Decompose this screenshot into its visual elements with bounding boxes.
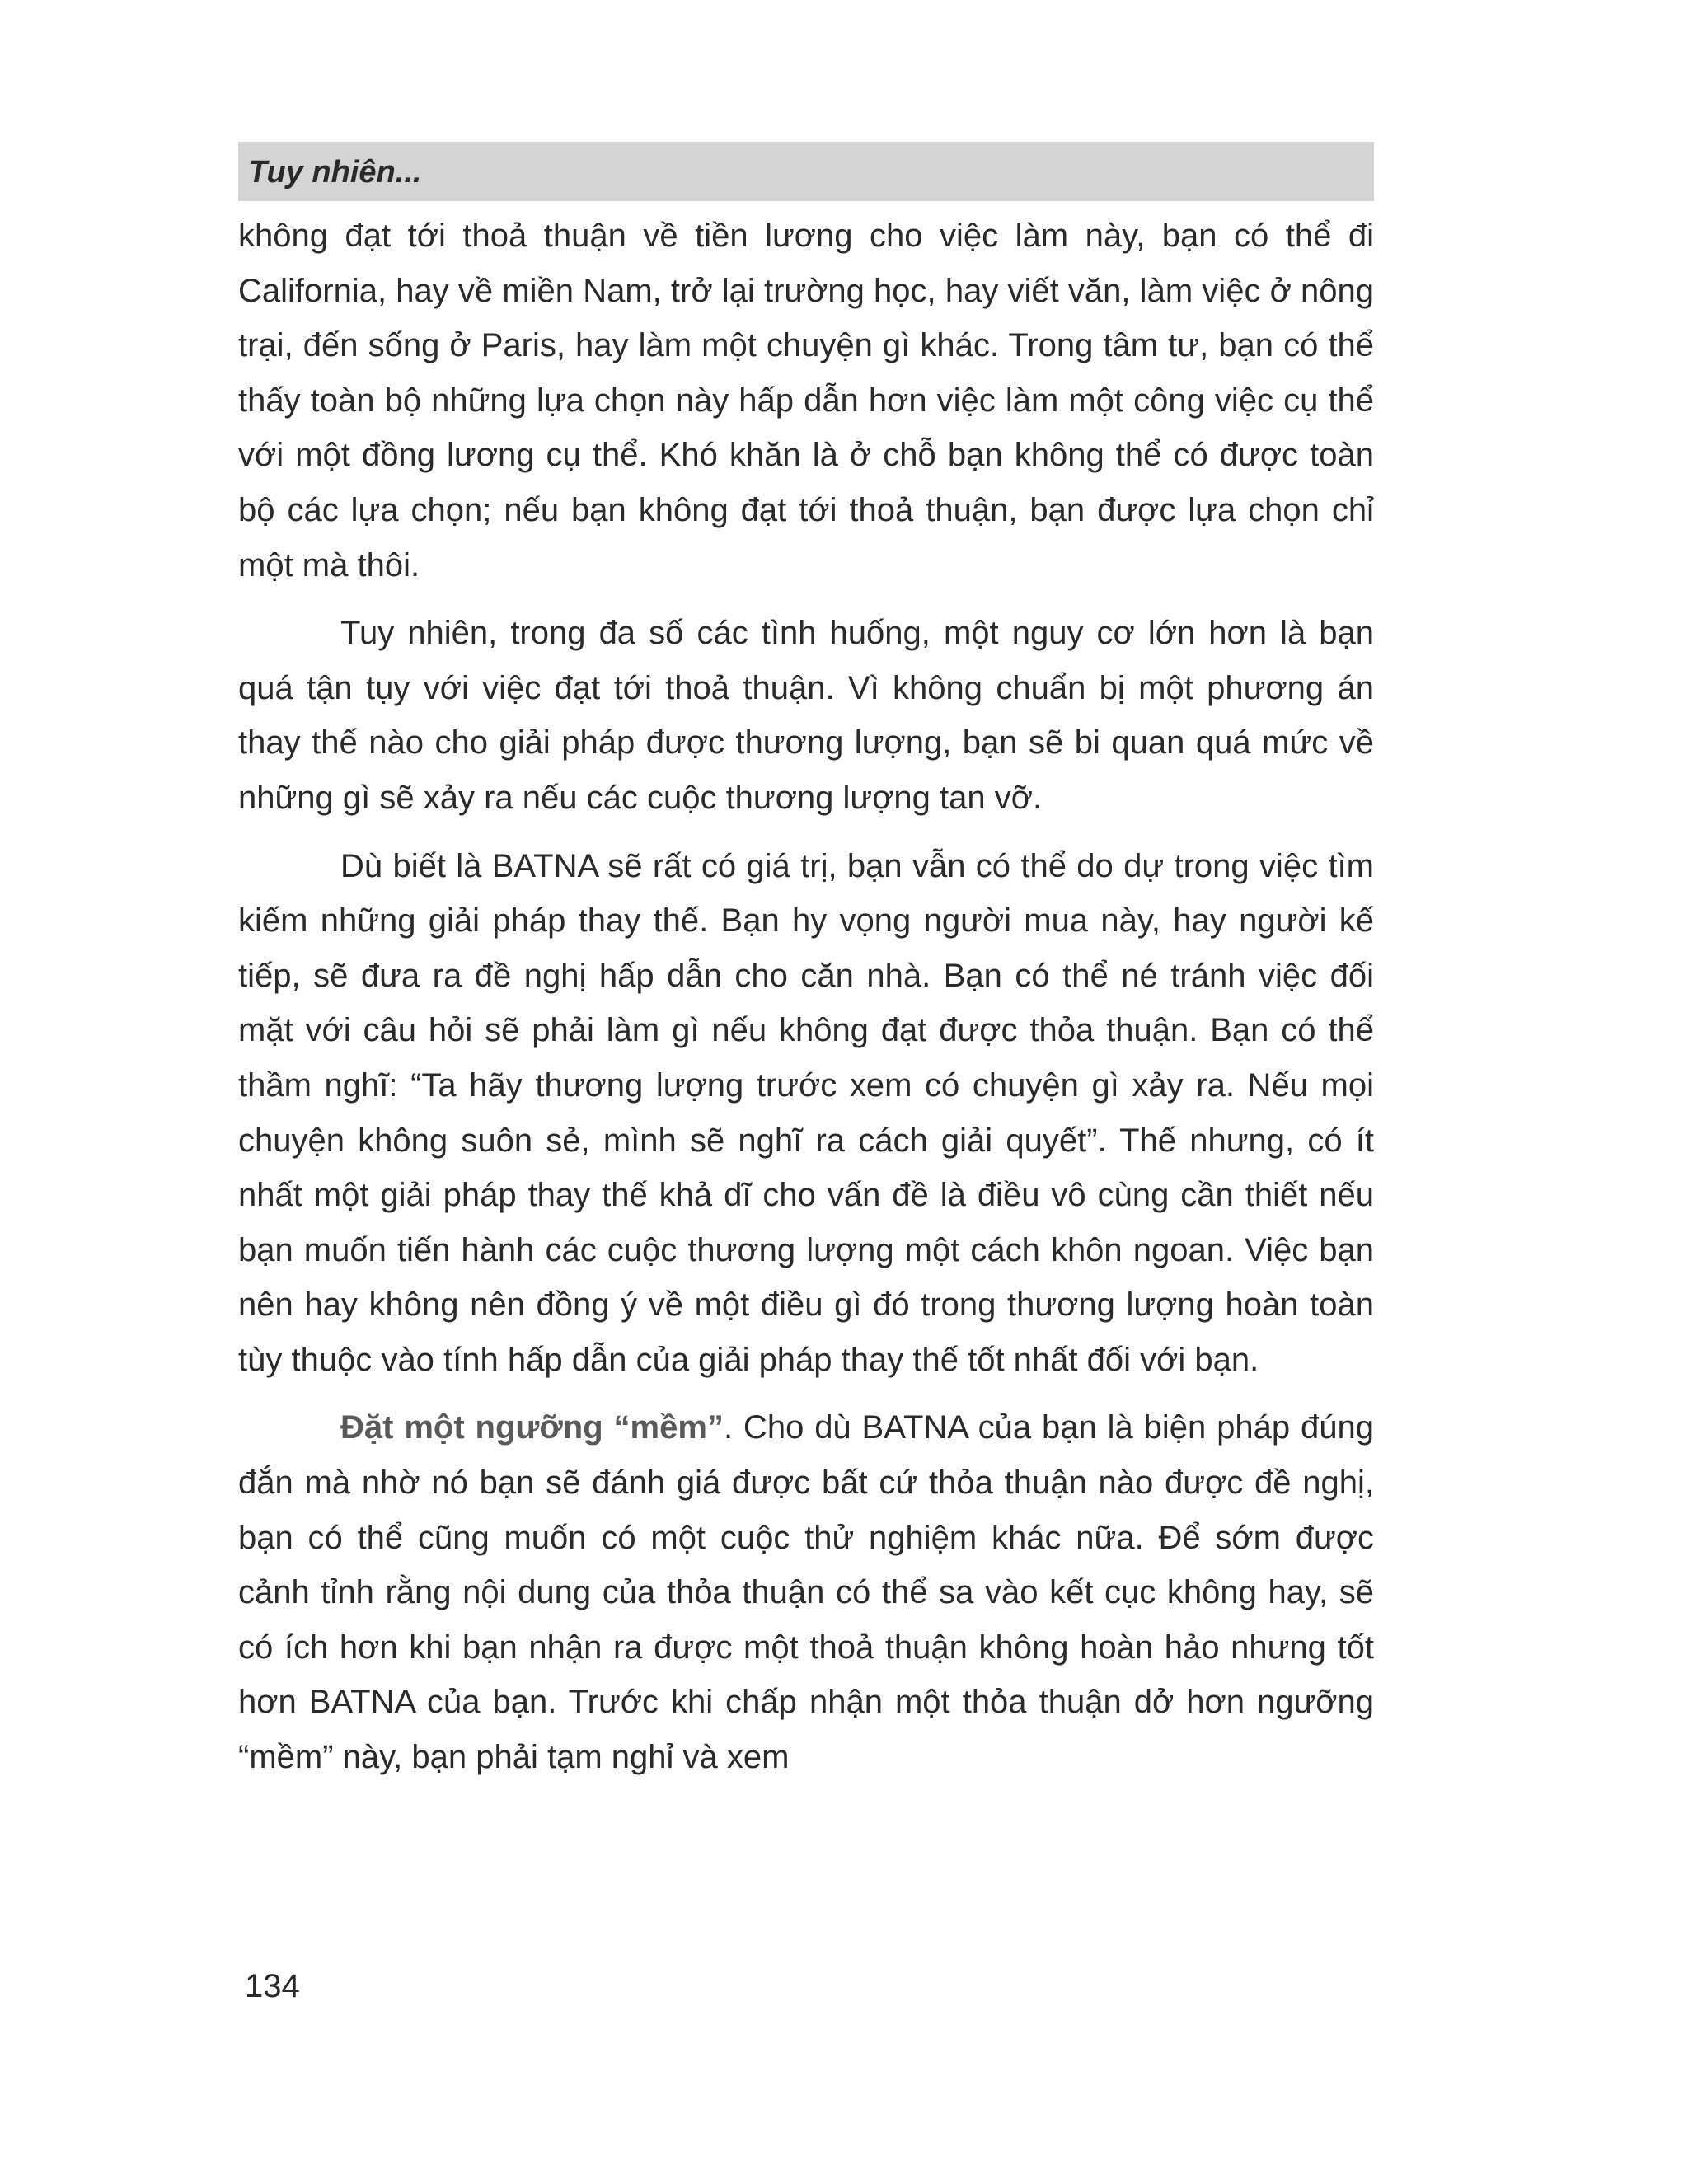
section-header-title: Tuy nhiên... <box>248 155 422 190</box>
page-number: 134 <box>245 1968 300 2004</box>
paragraph-4-lead: Đặt một ngưỡng “mềm” <box>340 1409 724 1446</box>
paragraph-3: Dù biết là BATNA sẽ rất có giá trị, bạn vẫn có thể do dự trong việc tìm kiếm những giải pháp thay thế. Bạn hy vọng người mua này, hay người kế tiếp, sẽ đưa ra đề nghị hấp dẫn cho căn nhà. Bạn có thể né tránh việc đối mặt với câu hỏi sẽ phải làm gì nếu không đạt được thỏa thuận. Bạn có thể thầm nghĩ: “Ta hãy thương lượng trước xem có chuyện gì xảy ra. Nếu mọi chuyện không suôn sẻ, mình sẽ nghĩ ra cách giải quyết”. Thế nhưng, có ít nhất một giải pháp thay thế khả dĩ cho vấn đề là điều vô cùng cần thiết nếu bạn muốn tiến hành các cuộc thương lượng một cách khôn ngoan. Việc bạn nên hay không nên đồng ý về một điều gì đó trong thương lượng hoàn toàn tùy thuộc vào tính hấp dẫn của giải pháp thay thế tốt nhất đối với bạn. <box>238 847 1374 1378</box>
paragraph-4 <box>238 1400 1374 1784</box>
body-text <box>238 209 1374 1798</box>
section-header-bar <box>238 142 1374 201</box>
paragraph-2: Tuy nhiên, trong đa số các tình huống, một nguy cơ lớn hơn là bạn quá tận tụy với việc đạt tới thoả thuận. Vì không chuẩn bị một phương án thay thế nào cho giải pháp được thương lượng, bạn sẽ bi quan quá mức về những gì sẽ xảy ra nếu các cuộc thương lượng tan vỡ. <box>238 615 1374 816</box>
paragraph-1: không đạt tới thoả thuận về tiền lương cho việc làm này, bạn có thể đi California, hay về miền Nam, trở lại trường học, hay viết văn, làm việc ở nông trại, đến sống ở Paris, hay làm một chuyện gì khác. Trong tâm tư, bạn có thể thấy toàn bộ những lựa chọn này hấp dẫn hơn việc làm một công việc cụ thể với một đồng lương cụ thể. Khó khăn là ở chỗ bạn không thể có được toàn bộ các lựa chọn; nếu bạn không đạt tới thoả thuận, bạn được lựa chọn chỉ một mà thôi. <box>238 218 1374 583</box>
paragraph-4-text: . Cho dù BATNA của bạn là biện pháp đúng đắn mà nhờ nó bạn sẽ đánh giá được bất cứ thỏa thuận nào được đề nghị, bạn có thể cũng muốn có một cuộc thử nghiệm khác nữa. Để sớm được cảnh tỉnh rằng nội dung của thỏa thuận có thể sa vào kết cục không hay, sẽ có ích hơn khi bạn nhận ra được một thoả thuận không hoàn hảo nhưng tốt hơn BATNA của bạn. Trước khi chấp nhận một thỏa thuận dở hơn ngưỡng “mềm” này, bạn phải tạm nghỉ và xem <box>238 1409 1374 1776</box>
